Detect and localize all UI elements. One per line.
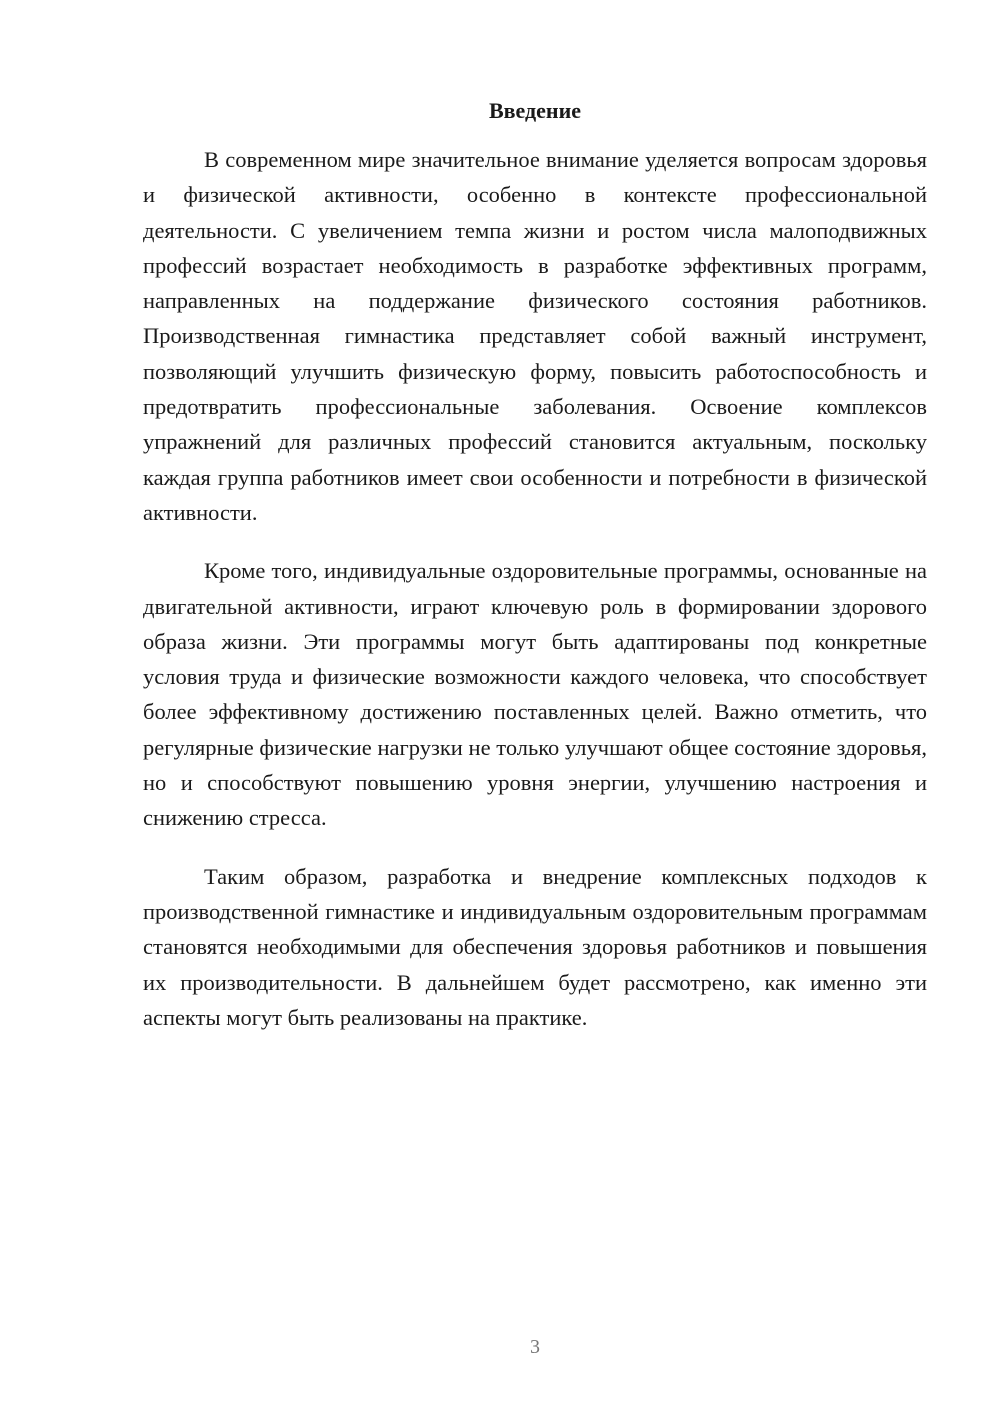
paragraph-2: Кроме того, индивидуальные оздоровительные программы, основанные на двигательной активности, играют ключевую роль в формировании здорового образа жизни. Эти программы могут быть адаптированы под конкретные условия труда и физические возможности каждого человека, что способствует более эффективному достижению поставленных целей. Важно отметить, что регулярные физические нагрузки не только улучшают общее состояние здоровья, но и способствуют повышению уровня энергии, улучшению настроения и снижению стресса. <box>143 558 927 831</box>
page-number: 3 <box>530 1336 540 1358</box>
paragraph-1: В современном мире значительное внимание уделяется вопросам здоровья и физической активности, особенно в контексте профессиональной деятельности. С увеличением темпа жизни и ростом числа малоподвижных профессий возрастает необходимость в разработке эффективных программ, направленных на поддержание физического состояния работников. Производственная гимнастика представляет собой важный инструмент, позволяющий улучшить физическую форму, повысить работоспособность и предотвратить профессиональные заболевания. Освоение комплексов упражнений для различных профессий становится актуальным, поскольку каждая группа работников имеет свои особенности и потребности в физической активности. <box>143 147 927 525</box>
page-title: Введение <box>488 98 582 123</box>
paragraph-3: Таким образом, разработка и внедрение комплексных подходов к производственной гимнастике и индивидуальным оздоровительным программам становятся необходимыми для обеспечения здоровья работников и повышения их производительности. В дальнейшем будет рассмотрено, как именно эти аспекты могут быть реализованы на практике. <box>143 863 927 1030</box>
body-text <box>143 142 927 1035</box>
